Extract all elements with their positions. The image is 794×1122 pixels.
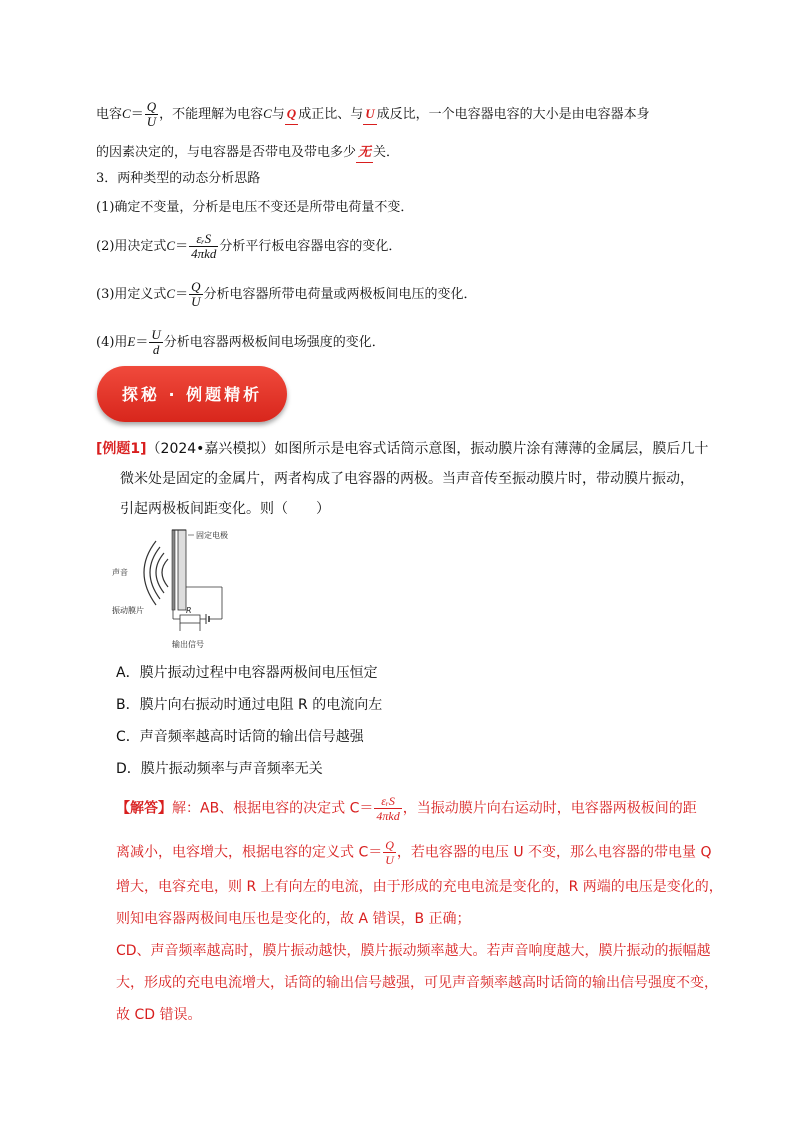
option-b: B．膜片向右振动时通过电阻 R 的电流向左 <box>116 697 383 713</box>
banner-label: 探秘 · 例题精析 <box>121 385 263 404</box>
example-line-2: 微米处是固定的金属片，两者构成了电容器的两极。当声音传至振动膜片时，带动膜片振动， <box>120 471 694 487</box>
option-c: C．声音频率越高时话筒的输出信号越强 <box>116 729 364 745</box>
text: ，不能理解为电容 <box>159 107 264 122</box>
text: 电容 <box>96 107 123 122</box>
answer-tag: 【解答】 <box>116 800 172 817</box>
fill-blank-answer: Q <box>285 104 298 125</box>
label-fixed-electrode: 固定电极 <box>196 531 228 540</box>
microphone-diagram <box>110 527 240 651</box>
answer-line-6: 大，形成的充电电流增大，话筒的输出信号越强，可见声音频率越高时话筒的输出信号强度不变， <box>116 975 718 991</box>
answer-line-5: CD、声音频率越高时，膜片振动越快，膜片振动频率越大。若声音响度越大，膜片振动的振幅越 <box>116 943 711 959</box>
capacitance-definition-line: 电容C＝ $\frac{Q}{U}$ ，不能理解为电容C与 Q 成正比、与 U 成反比，一个电容器电容的大小是由电容器本身 <box>96 99 650 129</box>
step-2: (2)用决定式C＝ $\frac{\text{εᵣS}}{\text{4πkd}}$ 分析平行板电容器电容的变化． <box>96 231 402 261</box>
capacitance-factor-line: 的因素决定的，与电容器是否带电及带电多少 无 关． <box>96 142 399 163</box>
fraction-u-over-d: $\frac{U}{d}$ <box>151 327 161 357</box>
fixed-electrode <box>178 530 186 610</box>
step-3: (3)用定义式C＝ $\frac{Q}{U}$ 分析电容器所带电荷量或两极板间电压的变化． <box>96 279 477 309</box>
var-c: C <box>122 106 131 121</box>
section-banner <box>97 366 287 422</box>
step-4: (4)用E＝ $\frac{U}{d}$ 分析电容器两极板间电场强度的变化． <box>96 327 385 357</box>
example-tag: [例题1] <box>96 441 147 457</box>
sound-wave <box>156 553 164 593</box>
fraction-q-over-u: $\frac{Q}{U}$ <box>146 99 157 129</box>
sound-wave <box>150 547 160 599</box>
answer-line-7: 故 CD 错误。 <box>116 1007 202 1023</box>
section-heading: 3．两种类型的动态分析思路 <box>96 171 261 186</box>
fill-blank-answer: U <box>363 104 376 125</box>
sound-wave <box>162 559 168 587</box>
fraction-q-over-u: $\frac{Q}{U}$ <box>191 279 201 309</box>
option-d: D．膜片振动频率与声音频率无关 <box>116 761 323 777</box>
label-membrane: 振动膜片 <box>112 606 144 615</box>
option-a: A．膜片振动过程中电容器两极间电压恒定 <box>116 665 378 681</box>
answer-line-3: 增大，电容充电，则 R 上有向左的电流，由于形成的充电电流是变化的，R 两端的电压是变化的， <box>116 879 723 895</box>
membrane <box>172 530 175 610</box>
fraction-q-over-u: $\frac{Q}{U}$ <box>385 838 394 867</box>
fraction-decision-formula: $\frac{\text{εᵣS}}{\text{4πkd}}$ <box>191 231 217 261</box>
label-sound: 声音 <box>112 568 128 577</box>
answer-line-2: 离减小，电容增大，根据电容的定义式 C＝ $\frac{Q}{U}$ ，若电容器的电压 U 不变，那么电容器的带电量 Q <box>116 838 712 867</box>
equals: ＝ <box>130 107 144 122</box>
resistor <box>180 615 200 623</box>
example-line-3: 引起两极板间距变化。则（ ） <box>120 501 330 517</box>
answer-line-4: 则知电容器两极间电压也是变化的，故 A 错误，B 正确； <box>116 911 471 927</box>
var-c: C <box>263 106 272 121</box>
answer-line-1: 【解答】解：AB、根据电容的决定式 C＝ $\frac{\text{εᵣS}}{\text{4πkd}}$ ，当振动膜片向右运动时，电容器两极板间的距 <box>116 794 697 823</box>
example-line-1: [例题1]（2024•嘉兴模拟）如图所示是电容式话筒示意图，振动膜片涂有薄薄的金属层，膜后几十 <box>96 441 709 457</box>
fill-blank-answer: 无 <box>356 142 373 163</box>
step-1: (1)确定不变量，分析是电压不变还是所带电荷量不变． <box>96 200 414 215</box>
fraction-decision-formula: $\frac{\text{εᵣS}}{\text{4πkd}}$ <box>376 794 400 823</box>
label-resistor: R <box>186 606 192 615</box>
label-output: 输出信号 <box>172 640 204 649</box>
